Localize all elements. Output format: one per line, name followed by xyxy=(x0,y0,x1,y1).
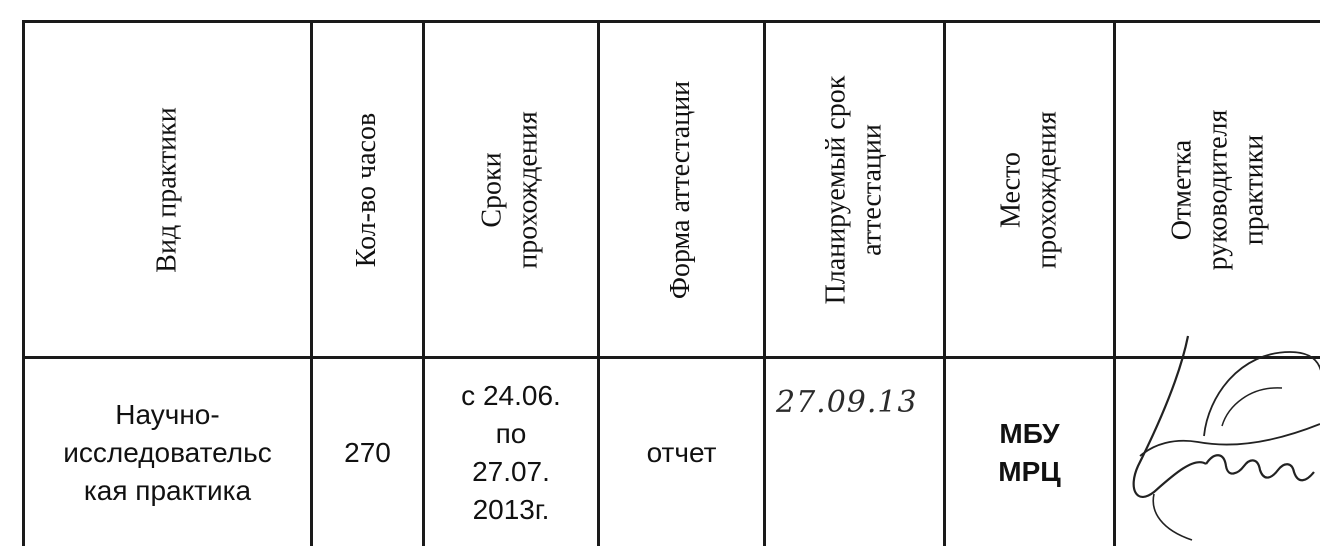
cell-line: отчет xyxy=(646,436,717,468)
header-label: Планируемый срок xyxy=(820,75,852,304)
cell-line: с 24.06. xyxy=(461,379,561,411)
cell-line: исследовательс xyxy=(63,436,272,468)
signature-scribble xyxy=(1110,316,1320,546)
cell-practice-type xyxy=(25,359,310,546)
cell-line: 2013г. xyxy=(472,493,550,525)
cell-attestation-form xyxy=(600,359,763,546)
header-label: руководителя xyxy=(1202,109,1233,270)
cell-line: 270 xyxy=(344,436,391,468)
cell-hours xyxy=(313,359,422,546)
cell-line: Научно- xyxy=(115,398,220,430)
cell-place xyxy=(946,359,1113,546)
header-label: Отметка xyxy=(1166,139,1197,240)
header-supervisor-mark xyxy=(1116,23,1320,356)
cell-dates xyxy=(425,359,597,546)
header-practice-type xyxy=(25,23,310,356)
header-planned-date xyxy=(766,23,943,356)
header-dates xyxy=(425,23,597,356)
cell-planned-date-handwritten: 27.09.13 xyxy=(776,385,918,420)
header-label: практики xyxy=(1238,134,1269,245)
header-hours xyxy=(313,23,422,356)
cell-line: кая практика xyxy=(83,474,252,506)
header-label: прохождения xyxy=(1031,110,1063,269)
header-label: Сроки xyxy=(476,151,508,228)
cell-line: МБУ xyxy=(999,417,1060,449)
header-label: прохождения xyxy=(512,110,544,269)
header-label: аттестации xyxy=(856,123,888,256)
header-place xyxy=(946,23,1113,356)
header-attestation-form xyxy=(600,23,763,356)
header-label: Кол-во часов xyxy=(351,112,383,267)
cell-line: 27.07. xyxy=(472,455,550,487)
cell-line: МРЦ xyxy=(998,455,1061,487)
cell-line: по xyxy=(495,417,527,449)
header-label: Место xyxy=(995,151,1027,228)
header-label: Вид практики xyxy=(151,106,183,273)
header-label: Форма аттестации xyxy=(665,80,697,299)
